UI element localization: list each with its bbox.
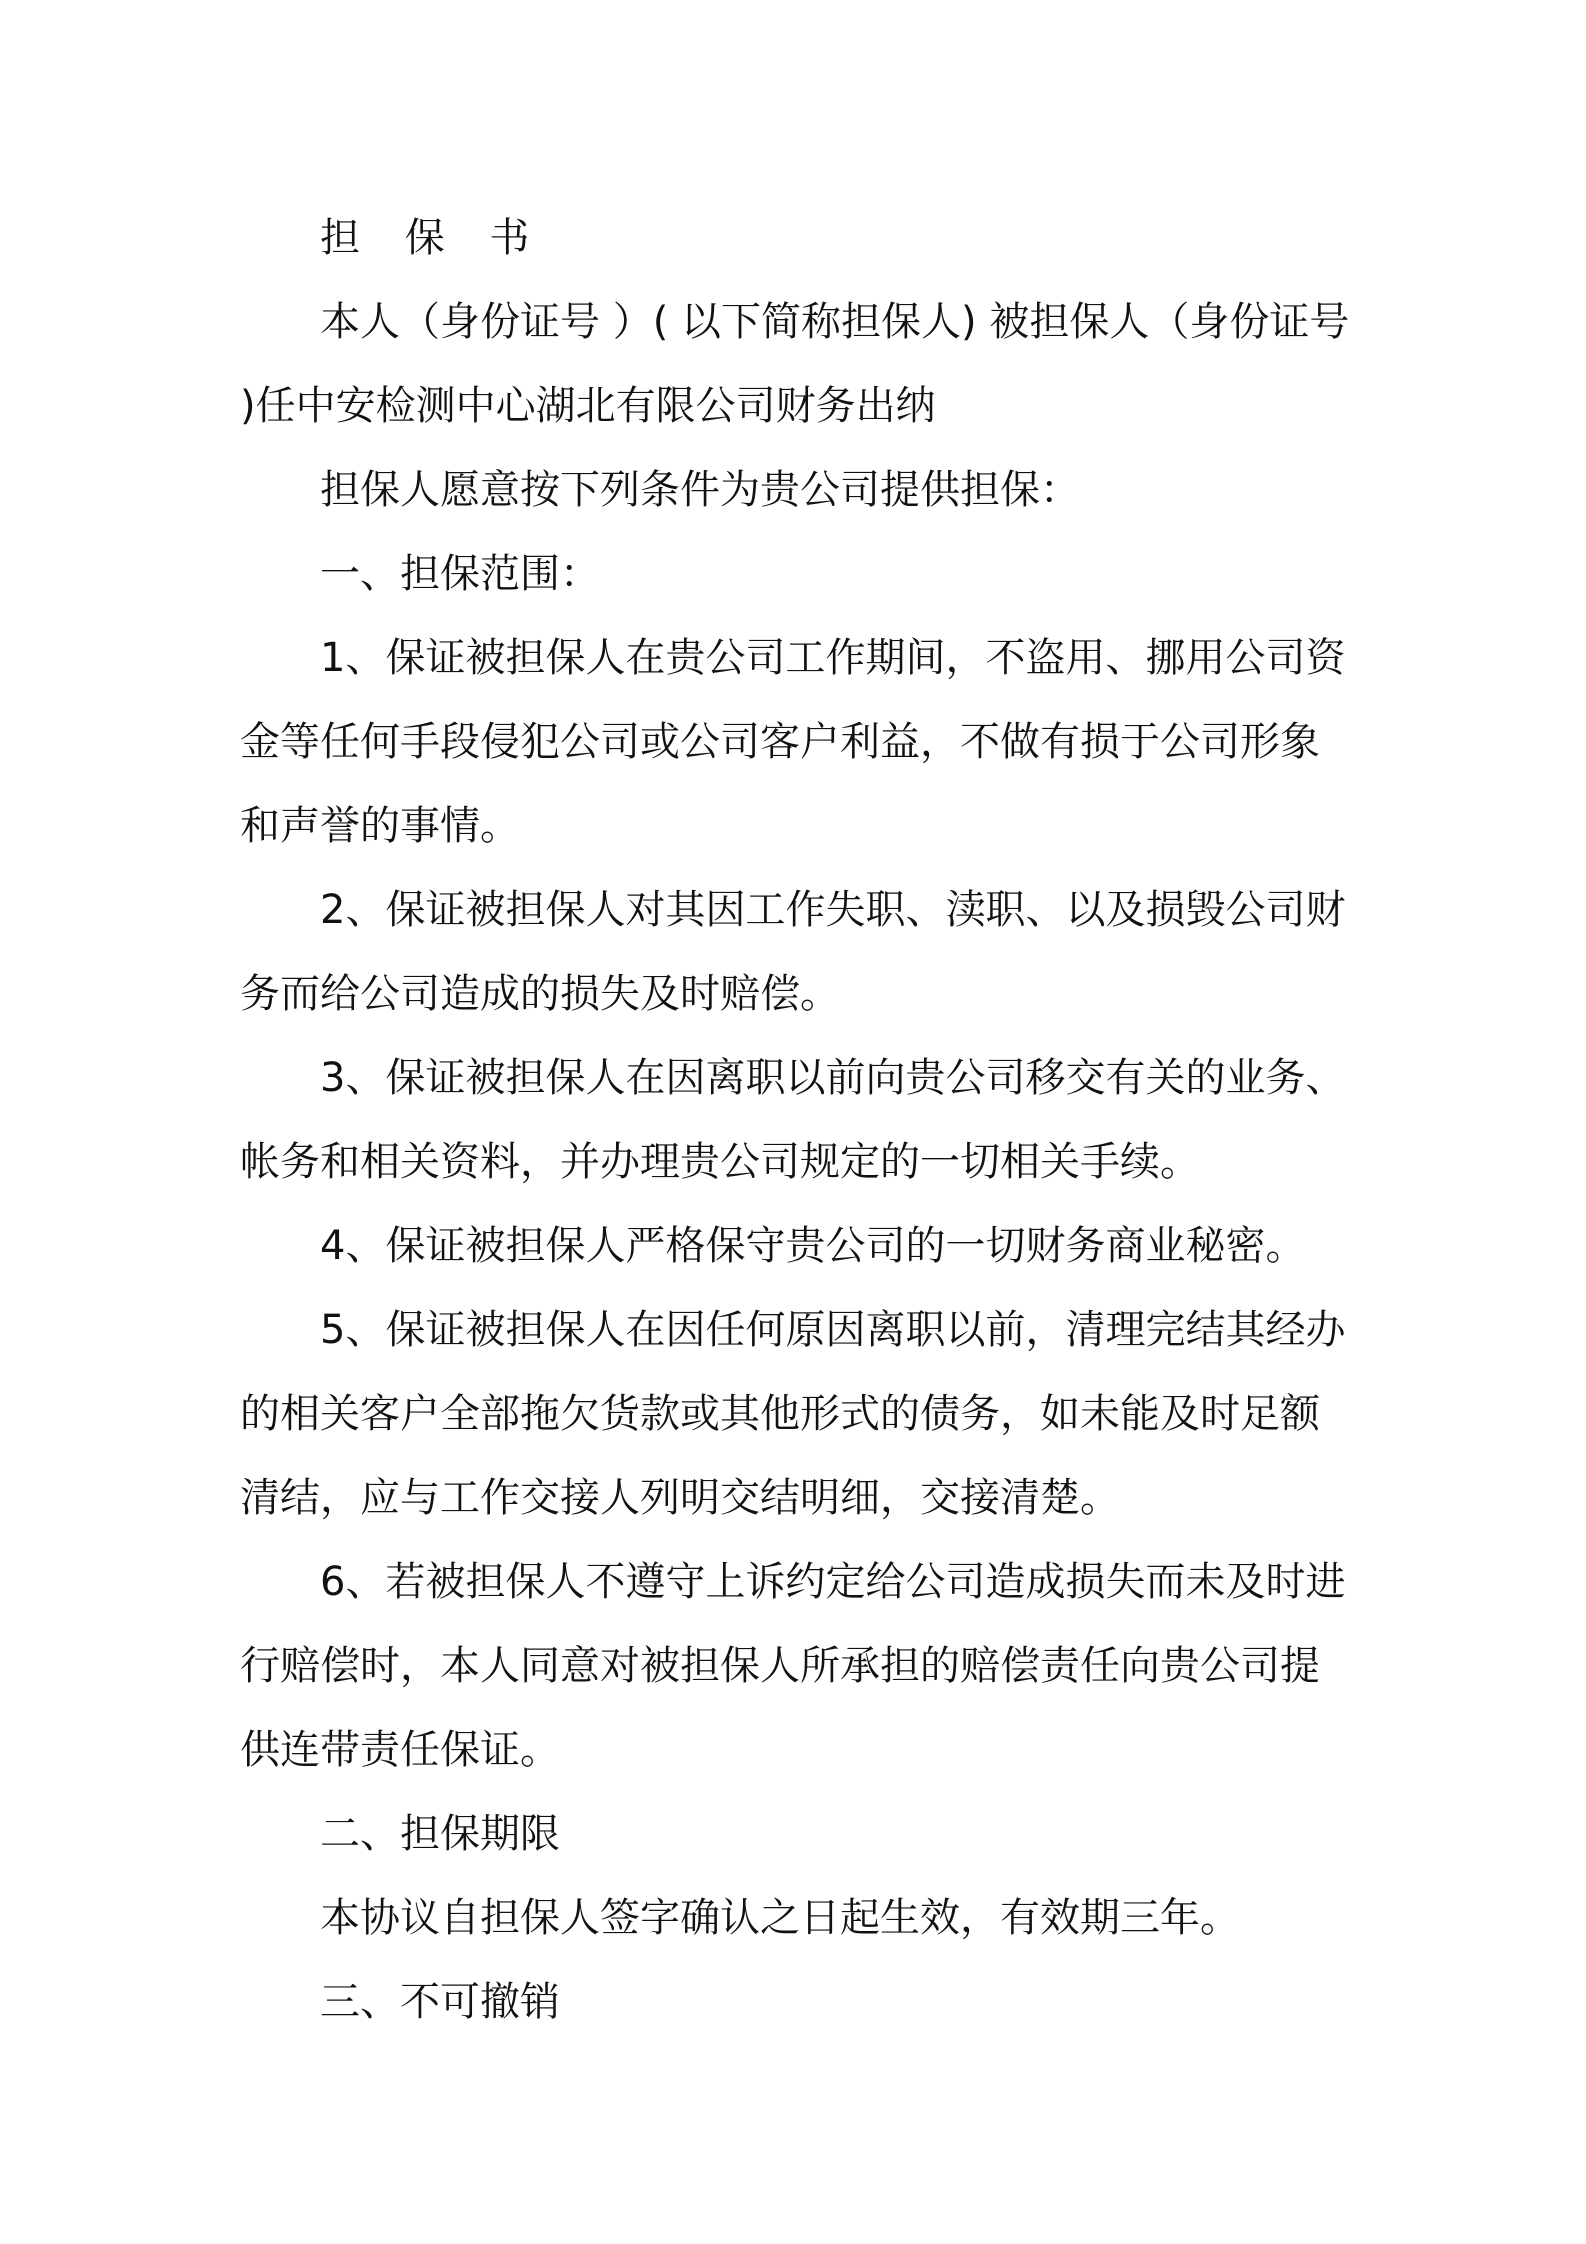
clause-5: 5、保证被担保人在因任何原因离职以前，清理完结其经办的相关客户全部拖欠货款或其他形式的债务，如未能及时足额清结，应与工作交接人列明交结明细，交接清楚。 <box>240 1307 1346 1521</box>
clause-3: 3、保证被担保人在因离职以前向贵公司移交有关的业务、帐务和相关资料，并办理贵公司规定的一切相关手续。 <box>240 1055 1346 1185</box>
paragraph-term: 本协议自担保人签字确认之日起生效，有效期三年。 <box>320 1895 1240 1941</box>
document-body <box>240 196 1350 2044</box>
clause-4: 4、保证被担保人严格保守贵公司的一切财务商业秘密。 <box>320 1223 1306 1269</box>
section-heading-term: 二、担保期限 <box>320 1811 560 1857</box>
section-heading-irrevocable: 三、不可撤销 <box>320 1979 560 2025</box>
clause-1: 1、保证被担保人在贵公司工作期间，不盗用、挪用公司资金等任何手段侵犯公司或公司客户利益，不做有损于公司形象和声誉的事情。 <box>240 635 1346 849</box>
section-heading-scope: 一、担保范围： <box>320 551 600 597</box>
paragraph-guarantor-identity: 本人（身份证号 ）( 以下简称担保人) 被担保人（身份证号 )任中安检测中心湖北有限公司财务出纳 <box>240 299 1350 429</box>
document-title: 担 保 书 <box>320 215 546 261</box>
paragraph-intro: 担保人愿意按下列条件为贵公司提供担保： <box>320 467 1080 513</box>
clause-6: 6、若被担保人不遵守上诉约定给公司造成损失而未及时进行赔偿时，本人同意对被担保人所承担的赔偿责任向贵公司提供连带责任保证。 <box>240 1559 1346 1773</box>
clause-2: 2、保证被担保人对其因工作失职、渎职、以及损毁公司财务而给公司造成的损失及时赔偿。 <box>240 887 1346 1017</box>
